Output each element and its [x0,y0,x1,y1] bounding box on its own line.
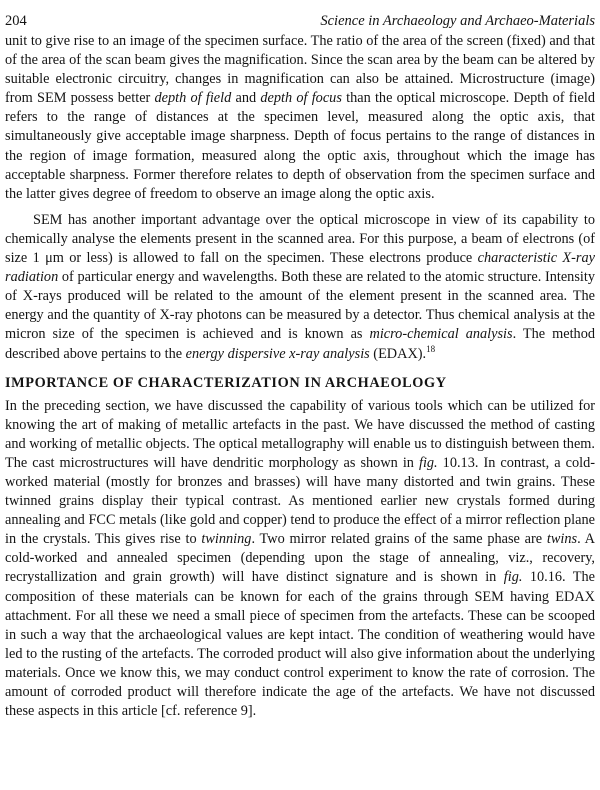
text-span: In the preceding section, we have discussed the capability of various tools which can be utilized for knowing the art of making of metallic artefacts in the past. We have discussed the method of casting and working of metallic objects. The optical metallography will enable us to distinguish between them. The cast microstructures will have dendritic morphology as shown in [5,397,595,471]
emphasis-term: energy dispersive x-ray analysis [185,345,370,362]
emphasis-term: twinning [201,531,252,548]
text-span: unit to give rise to an image of the specimen surface. The ratio of the area of the screen (fixed) and that of the area of the scan beam gives the magnification. Since the scan area by the beam can be altered by suitable electronic circuitry, changes in magnification can also be attained. Microstructure (image) from SEM possess better [5,33,595,107]
text-span: SEM has another important advantage over the optical microscope in view of its capability to chemically analyse the elements present in the scanned area. For this purpose, a beam of electrons (of size 1 μm or less) is allowed to fall on the specimen. These electrons produce [5,211,595,267]
emphasis-term: fig. [503,569,523,586]
emphasis-term: depth of focus [260,90,342,107]
emphasis-term: depth of field [154,90,232,107]
emphasis-term: fig. [418,454,438,471]
paragraph-characterization [5,397,595,722]
emphasis-term: twins [546,531,578,548]
running-header [5,12,595,30]
paragraph-sem-chemical-analysis [5,211,595,364]
text-span: than the optical microscope. Depth of field refers to the range of distances at the specimen level, measured along the optic axis, that simultaneously give acceptable image sharpness. Depth of focus pertains to the range of distances in the region of image formation, measured along the optic axis, throughout which the image has acceptable sharpness. Former therefore relates to depth of observation from the specimen surface and the latter gives degree of freedom to observe an image along the optic axis. [5,90,595,202]
text-span: and [231,90,261,107]
footnote-reference: 18 [426,343,436,354]
emphasis-term: characteristic X-ray radiation [5,250,595,286]
text-span: (EDAX). [369,345,427,362]
paragraph-sem-depth-of-field [5,32,595,204]
text-span: 10.16. The composition of these materials can be known for each of the grains through SEM having EDAX attachment. For all these we need a small piece of specimen from the artefacts. These can be scooped in such a way that the archaeological values are kept intact. The condition of weathering would have led to the rusting of the artefacts. The corroded product will also give information about the underlying materials. Once we know this, we may conduct control experiment to know the rate of corrosion. The amount of corroded product will therefore indicate the age of the artefacts. We have not discussed these aspects in this article [cf. reference 9]. [5,569,595,720]
running-title: Science in Archaeology and Archaeo-Materials [320,13,595,29]
section-heading: IMPORTANCE OF CHARACTERIZATION IN ARCHAEOLOGY [5,374,447,391]
emphasis-term: micro-chemical analysis [369,326,513,343]
text-span: 10.13. In contrast, a cold-worked material (mostly for bronzes and brasses) will have many distorted and twin grains. These twinned grains display their typical contrast. As mentioned earlier new crystals formed during annealing and FCC metals (like gold and copper) tend to produce the effect of a mirror reflection plane in the crystals. This gives rise to [5,454,595,548]
text-span: . Two mirror related grains of the same phase are [251,531,547,548]
text-span: of particular energy and wavelengths. Both these are related to the atomic structure. Intensity of X-rays produced will be related to the amount of the element present in the scanned area. The energy and the quantity of X-ray photons can be measured by a detector. Thus chemical analysis at the micron size of the specimen is achieved and is known as [5,269,595,343]
text-span: . A cold-worked and annealed specimen (depending upon the stage of annealing, viz., recovery, recrystallization and grain growth) will have distinct signature and is shown in [5,531,595,586]
text-span: . The method described above pertains to the [5,326,596,362]
page-number: 204 [5,13,27,29]
